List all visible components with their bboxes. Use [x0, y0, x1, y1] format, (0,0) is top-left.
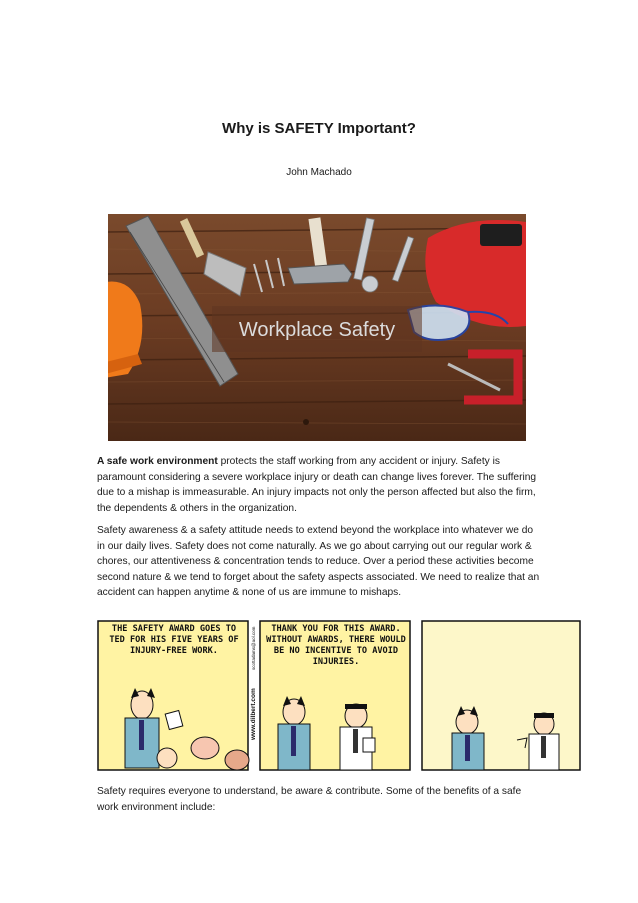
- workplace-safety-image: [108, 214, 526, 441]
- panel-1-speech: THE SAFETY AWARD GOES TO TED FOR HIS FIVE YEARS OF INJURY-FREE WORK.: [109, 624, 239, 656]
- comic-illustration: [97, 620, 581, 771]
- comic-url: www.dilbert.com: [250, 688, 257, 740]
- dilbert-comic-strip: [97, 620, 581, 771]
- document-author: John Machado: [286, 167, 352, 178]
- workplace-safety-illustration: [108, 214, 526, 441]
- comic-email: scottadams@aol.com: [251, 626, 256, 670]
- panel-2-speech: THANK YOU FOR THIS AWARD. WITHOUT AWARDS, THERE WOULD BE NO INCENTIVE TO AVOID INJURIES.: [266, 624, 406, 667]
- hero-caption: Workplace Safety: [238, 319, 396, 341]
- paragraph-1-text: protects the staff working from any accident or injury. Safety is paramount considering a severe workplace injury or death can change lives forever. The suffering due to a mishap is immeasurable. An injury impacts not only the person affected but also the firm, the dependents & others in the organization.: [97, 456, 537, 514]
- paragraph-3: Safety requires everyone to understand, be aware & contribute. Some of the benefits of a safe work environment include:: [97, 786, 522, 813]
- paragraph-2: Safety awareness & a safety attitude needs to extend beyond the workplace into whatever we do in our daily lives. Safety does not come naturally. As we go about carrying out our regular work & chores, our attentiveness & concentration tends to reduce. Over a period these activities become second nature & we tend to forget about the safety aspects associated. We need to realize that an accident can happen anytime & none of us are immune to mishaps.: [97, 525, 540, 598]
- paragraph-1-bold: A safe work environment: [97, 456, 218, 467]
- document-title: Why is SAFETY Important?: [222, 120, 416, 137]
- paragraph-1: [97, 454, 542, 516]
